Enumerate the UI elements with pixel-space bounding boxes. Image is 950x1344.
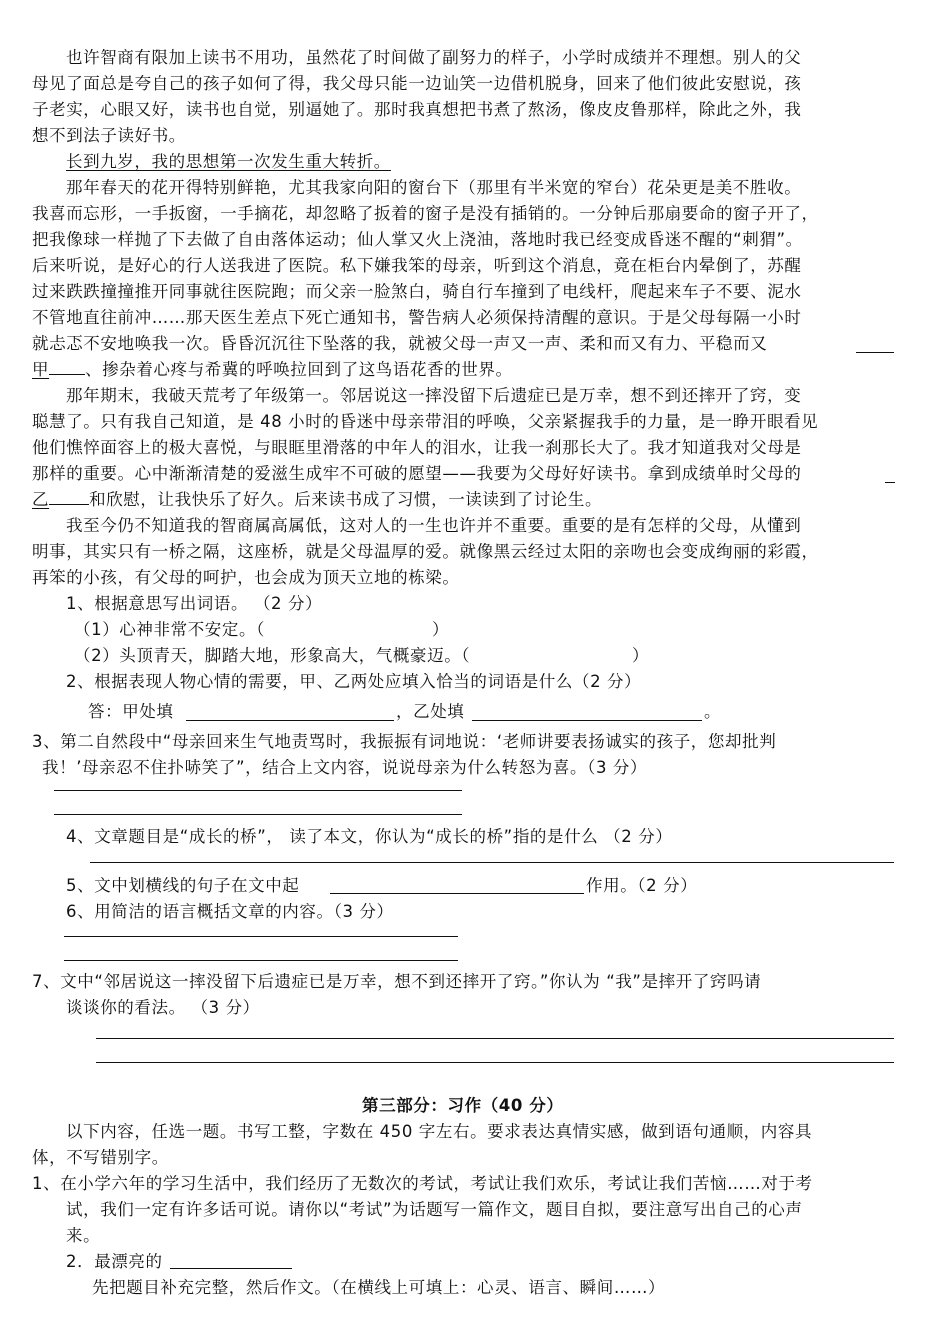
p3-line-8	[32, 359, 513, 381]
blank-b-line-start	[885, 482, 895, 483]
p4-line-5	[32, 489, 602, 511]
p3-line-7: 就忐忑不安地唤我一次。昏昏沉沉往下坠落的我，就被父母一声又一声、柔和而又有力、平稳而又	[32, 334, 768, 353]
p3-line-3: 把我像球一样抛了下去做了自由落体运动；仙人掌又火上浇油，落地时我已经变成昏迷不醒的“刺猬”。	[32, 230, 803, 249]
p1-line-3: 子老实，心眼又好，读书也自觉，别逼她了。那时我真想把书煮了熬汤，像皮皮鲁那样，除此之外，我	[32, 100, 802, 119]
underlined-sentence: 长到九岁，我的思想第一次发生重大转折。	[66, 152, 391, 171]
blank-a[interactable]	[49, 360, 85, 375]
p4-line-4: 那样的重要。心中渐渐清楚的爱滋生成牢不可破的愿望——我要为父母好好读书。拿到成绩单时父母的	[32, 464, 802, 483]
question-1-2: （2）头顶青天，脚踏大地，形象高大，气概豪迈。（	[74, 646, 471, 665]
answer-3-line-2[interactable]	[54, 814, 462, 815]
writing-intro-line-2: 体，不写错别字。	[32, 1148, 169, 1167]
p3-line-6: 不管地直往前冲……那天医生差点下死亡通知书，警告病人必须保持清醒的意识。于是父母每隔一小时	[32, 308, 802, 327]
question-1-1: （1）心神非常不安定。（	[74, 620, 265, 639]
p3-line-4: 后来听说，是好心的行人送我进了医院。私下嫌我笨的母亲，听到这个消息，竟在柜台内晕倒了，苏醒	[32, 256, 802, 275]
answer-6-line-2[interactable]	[64, 960, 458, 961]
answer-a-line[interactable]	[186, 720, 394, 721]
question-1-1-close: ）	[432, 620, 450, 639]
blank-a-line-start	[856, 352, 894, 353]
p1-line-2: 母见了面总是夸自己的孩子如何了得，我父母只能一边讪笑一边借机脱身，回来了他们彼此安慰说，孩	[32, 74, 802, 93]
p4-line-3: 他们憔悴面容上的极大喜悦，与眼眶里滑落的中年人的泪水，让我一刹那长大了。我才知道我对父母是	[32, 438, 802, 457]
answer-5-line[interactable]	[330, 893, 584, 894]
question-1-2-close: ）	[632, 646, 650, 665]
p5-line-1: 我至今仍不知道我的智商属高属低，这对人的一生也许并不重要。重要的是有怎样的父母，从懂到	[66, 516, 802, 535]
topic-2-title: 2．最漂亮的	[66, 1252, 163, 1271]
p5-line-2: 明事，其实只有一桥之隔，这座桥，就是父母温厚的爱。就像黑云经过太阳的亲吻也会变成绚丽的彩霞，	[32, 542, 819, 561]
blank-a-label: 甲	[32, 360, 50, 379]
section-heading: 第三部分：习作（40 分）	[362, 1096, 564, 1115]
question-2: 2、根据表现人物心情的需要，甲、乙两处应填入恰当的词语是什么（2 分）	[66, 672, 642, 691]
topic-1-line-2: 试，我们一定有许多话可说。请你以“考试”为话题写一篇作文，题目自拟，要注意写出自己的心声	[66, 1200, 803, 1219]
writing-intro-line-1: 以下内容，任选一题。书写工整，字数在 450 字左右。要求表达真情实感，做到语句通顺，内容具	[66, 1122, 813, 1141]
question-5-end: 作用。（2 分）	[586, 876, 698, 895]
question-7-line-2: 谈谈你的看法。 （3 分）	[66, 998, 260, 1017]
answer-4-line[interactable]	[90, 862, 894, 863]
answer-3-line-1[interactable]	[54, 790, 462, 791]
question-2-answer-a: 答：甲处填	[88, 702, 174, 721]
question-4: 4、文章题目是“成长的桥”， 读了本文，你认为“成长的桥”指的是什么 （2 分）	[66, 827, 673, 846]
question-3-line-2: 我！’母亲忍不住扑哧笑了”，结合上文内容，说说母亲为什么转怒为喜。（3 分）	[42, 758, 648, 777]
p4-line-2: 聪慧了。只有我自己知道，是 48 小时的昏迷中母亲带泪的呼唤，父亲紧握我手的力量，是一睁开眼看见	[32, 412, 819, 431]
topic-2-blank[interactable]	[170, 1268, 292, 1269]
question-2-answer-b: ，乙处填	[396, 702, 465, 721]
blank-b-label: 乙	[32, 490, 50, 509]
question-1: 1、根据意思写出词语。 （2 分）	[66, 594, 323, 613]
p3-end: 、掺杂着心疼与希冀的呼唤拉回到了这鸟语花香的世界。	[85, 360, 513, 379]
answer-7-line-2[interactable]	[96, 1062, 894, 1063]
topic-1-line-3: 来。	[66, 1226, 101, 1245]
blank-b[interactable]	[49, 490, 89, 505]
p4-end: 和欣慰，让我快乐了好久。后来读书成了习惯，一读读到了讨论生。	[89, 490, 603, 509]
answer-6-line-1[interactable]	[64, 936, 458, 937]
p4-line-1: 那年期末，我破天荒考了年级第一。邻居说这一摔没留下后遗症已是万幸，想不到还摔开了窍，变	[66, 386, 802, 405]
p3-line-5: 过来跌跌撞撞推开同事就往医院跑；而父亲一脸煞白，骑自行车撞到了电线杆，爬起来车子不要、泥水	[32, 282, 802, 301]
answer-7-line-1[interactable]	[96, 1038, 894, 1039]
p1-line-4: 想不到法子读好书。	[32, 126, 186, 145]
topic-1-line-1: 1、在小学六年的学习生活中，我们经历了无数次的考试，考试让我们欢乐，考试让我们苦恼……对于考	[32, 1174, 813, 1193]
question-6: 6、用简洁的语言概括文章的内容。（3 分）	[66, 902, 394, 921]
p1-line-1: 也许智商有限加上读书不用功，虽然花了时间做了副努力的样子，小学时成绩并不理想。别人的父	[66, 48, 802, 67]
p3-line-2: 我喜而忘形，一手扳窗，一手摘花，却忽略了扳着的窗子是没有插销的。一分钟后那扇要命的窗子开了，	[32, 204, 819, 223]
p5-line-3: 再笨的小孩，有父母的呵护，也会成为顶天立地的栋梁。	[32, 568, 460, 587]
question-7-line-1: 7、文中“邻居说这一摔没留下后遗症已是万幸，想不到还摔开了窍。”你认为 “我”是摔开了窍吗请	[32, 972, 762, 991]
question-2-period: 。	[704, 702, 722, 721]
p3-line-1: 那年春天的花开得特别鲜艳，尤其我家向阳的窗台下（那里有半米宽的窄台）花朵更是美不胜收。	[66, 178, 802, 197]
answer-b-line[interactable]	[472, 720, 702, 721]
question-5-start: 5、文中划横线的句子在文中起	[66, 876, 300, 895]
topic-2-note: 先把题目补充完整，然后作文。（在横线上可填上：心灵、语言、瞬间……）	[92, 1278, 666, 1297]
question-3-line-1: 3、第二自然段中“母亲回来生气地责骂时，我振振有词地说：‘老师讲要表扬诚实的孩子，您却批判	[32, 732, 777, 751]
